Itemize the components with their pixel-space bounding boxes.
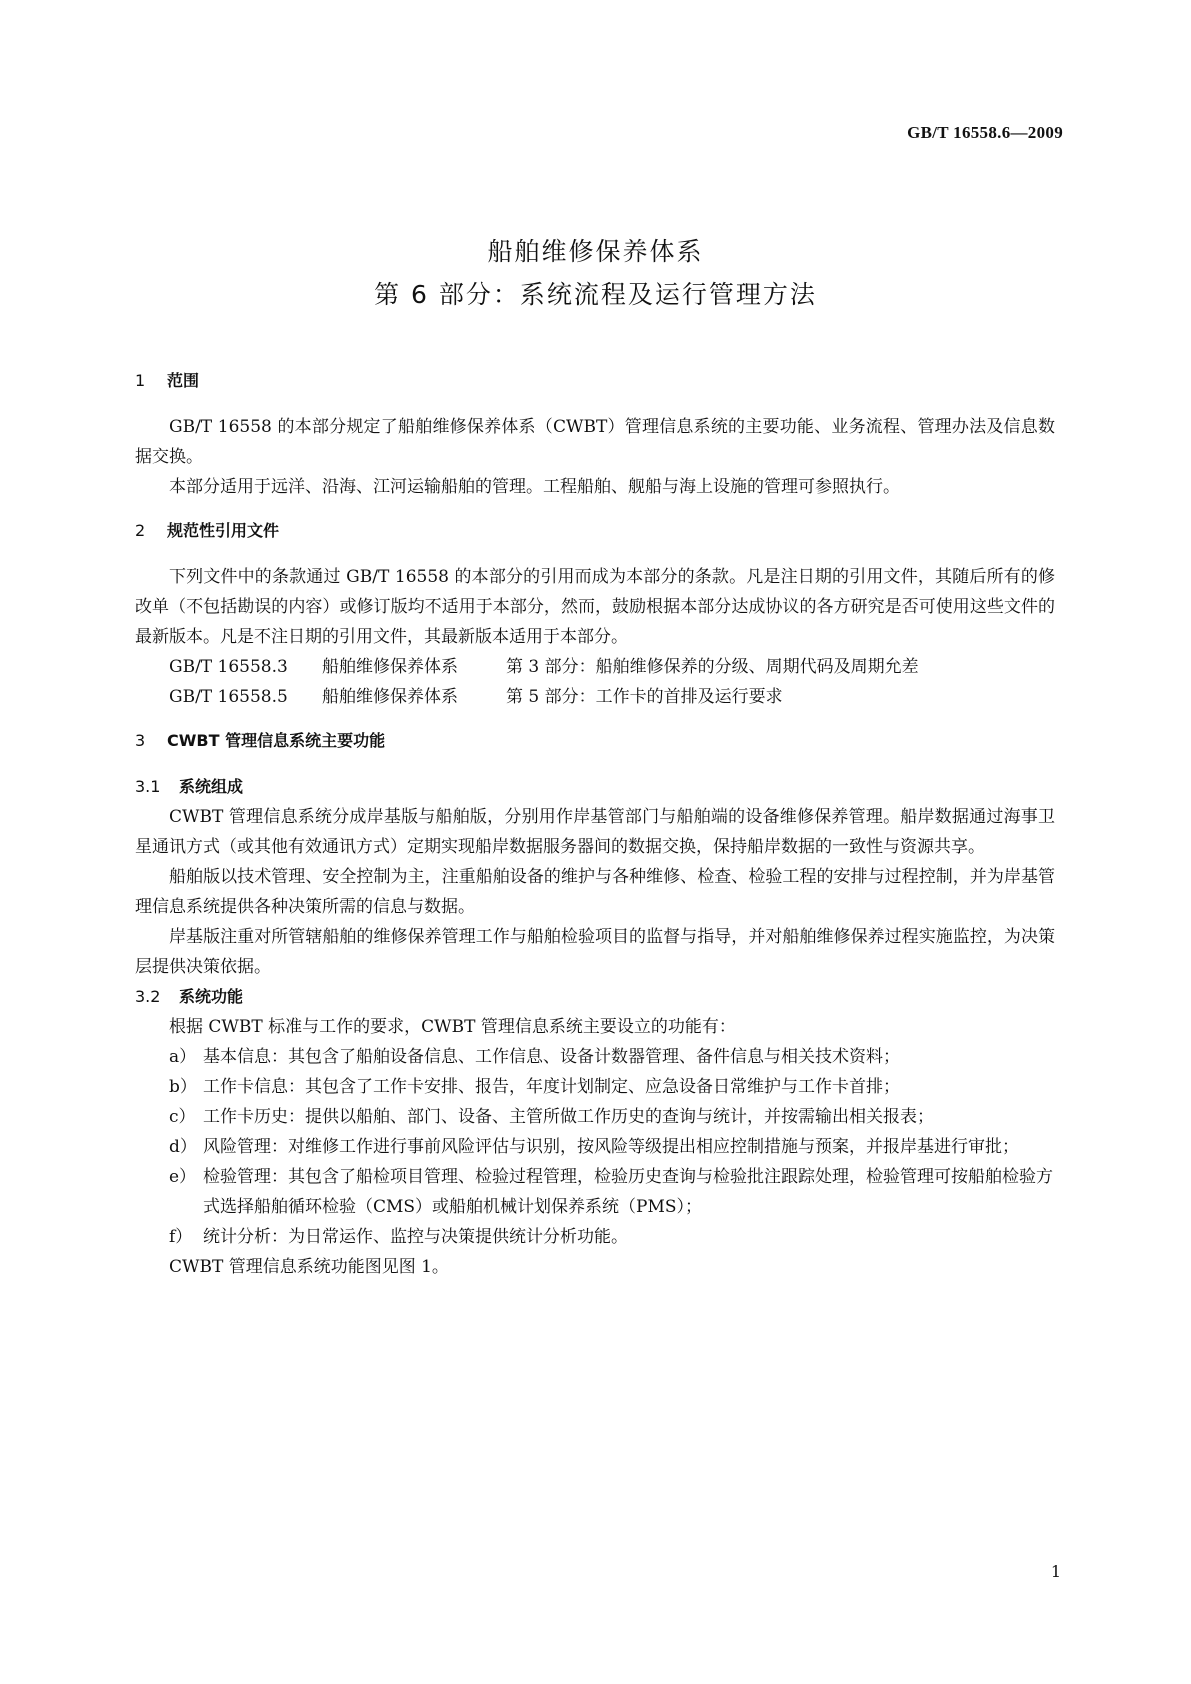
subsection-number: 3.1 xyxy=(135,777,161,796)
list-item-text: 检验管理：其包含了船检项目管理、检验过程管理，检验历史查询与检验批注跟踪处理，检验管理可按船舶检验方式选择船舶循环检验（CMS）或船舶机械计划保养系统（PMS）； xyxy=(203,1167,1053,1217)
section-number: 1 xyxy=(135,371,146,390)
list-item-label: b） xyxy=(169,1077,197,1097)
paragraph: CWBT 管理信息系统分成岸基版与船舶版，分别用作岸基管部门与船舶端的设备维修保养管理。船岸数据通过海事卫星通讯方式（或其他有效通讯方式）定期实现船岸数据服务器间的数据交换，保持船岸数据的一致性与资源共享。 xyxy=(135,807,1055,857)
subsection-heading xyxy=(135,772,1055,802)
paragraph: 根据 CWBT 标准与工作的要求，CWBT 管理信息系统主要设立的功能有： xyxy=(169,1017,736,1037)
subsection-number: 3.2 xyxy=(135,987,161,1006)
document-title: 船舶维修保养体系 xyxy=(487,237,704,266)
subsection-title: 系统组成 xyxy=(179,777,244,796)
section-number: 2 xyxy=(135,521,146,540)
section-number: 3 xyxy=(135,731,146,750)
reference-entry xyxy=(135,682,1055,712)
reference-code: GB/T 16558.5 xyxy=(169,687,288,707)
list-item xyxy=(135,1222,1055,1252)
standard-code: GB/T 16558.6—2009 xyxy=(907,123,1063,142)
list-item-label: f） xyxy=(169,1227,193,1247)
page-number: 1 xyxy=(1050,1562,1061,1581)
reference-entry xyxy=(135,652,1055,682)
document-subtitle: 第 6 部分：系统流程及运行管理方法 xyxy=(374,280,817,309)
reference-name: 船舶维修保养体系 xyxy=(322,657,458,677)
list-item xyxy=(135,1132,1055,1162)
section-title: 范围 xyxy=(167,371,200,390)
subsection-title: 系统功能 xyxy=(179,987,244,1006)
section-title: CWBT 管理信息系统主要功能 xyxy=(167,731,386,750)
section-heading xyxy=(135,516,1055,546)
list-item xyxy=(135,1042,1055,1072)
list-item-text: 统计分析：为日常运作、监控与决策提供统计分析功能。 xyxy=(203,1227,628,1247)
paragraph: 船舶版以技术管理、安全控制为主，注重船舶设备的维护与各种维修、检查、检验工程的安排与过程控制，并为岸基管理信息系统提供各种决策所需的信息与数据。 xyxy=(135,867,1055,917)
list-item xyxy=(135,1072,1055,1102)
reference-code: GB/T 16558.3 xyxy=(169,657,288,677)
list-item xyxy=(135,1162,1055,1222)
list-item-text: 工作卡信息：其包含了工作卡安排、报告，年度计划制定、应急设备日常维护与工作卡首排； xyxy=(203,1077,900,1097)
paragraph: 岸基版注重对所管辖船舶的维修保养管理工作与船舶检验项目的监督与指导，并对船舶维修保养过程实施监控，为决策层提供决策依据。 xyxy=(135,927,1055,977)
list-item-text: 基本信息：其包含了船舶设备信息、工作信息、设备计数器管理、备件信息与相关技术资料； xyxy=(203,1047,900,1067)
section-heading xyxy=(135,366,1055,396)
list-item-text: 工作卡历史：提供以船舶、部门、设备、主管所做工作历史的查询与统计，并按需输出相关报表； xyxy=(203,1107,934,1127)
list-item-label: c） xyxy=(169,1107,196,1127)
list-item-label: e） xyxy=(169,1167,197,1187)
paragraph: GB/T 16558 的本部分规定了船舶维修保养体系（CWBT）管理信息系统的主要功能、业务流程、管理办法及信息数据交换。 xyxy=(135,417,1055,467)
reference-part: 第 3 部分：船舶维修保养的分级、周期代码及周期允差 xyxy=(506,657,919,677)
document-body xyxy=(135,366,1055,1282)
section-title: 规范性引用文件 xyxy=(167,521,280,540)
list-item-text: 风险管理：对维修工作进行事前风险评估与识别，按风险等级提出相应控制措施与预案，并报岸基进行审批； xyxy=(203,1137,1019,1157)
reference-name: 船舶维修保养体系 xyxy=(322,687,458,707)
list-item-label: d） xyxy=(169,1137,197,1157)
paragraph: CWBT 管理信息系统功能图见图 1。 xyxy=(169,1257,449,1277)
paragraph: 本部分适用于远洋、沿海、江河运输船舶的管理。工程船舶、舰船与海上设施的管理可参照执行。 xyxy=(169,477,900,497)
paragraph: 下列文件中的条款通过 GB/T 16558 的本部分的引用而成为本部分的条款。凡是注日期的引用文件，其随后所有的修改单（不包括勘误的内容）或修订版均不适用于本部分，然而，鼓励根据本部分达成协议的各方研究是否可使用这些文件的最新版本。凡是不注日期的引用文件，其最新版本适用于本部分。 xyxy=(135,567,1055,647)
section-heading xyxy=(135,726,1055,756)
reference-part: 第 5 部分：工作卡的首排及运行要求 xyxy=(506,687,783,707)
list-item-label: a） xyxy=(169,1047,197,1067)
subsection-heading xyxy=(135,982,1055,1012)
list-item xyxy=(135,1102,1055,1132)
